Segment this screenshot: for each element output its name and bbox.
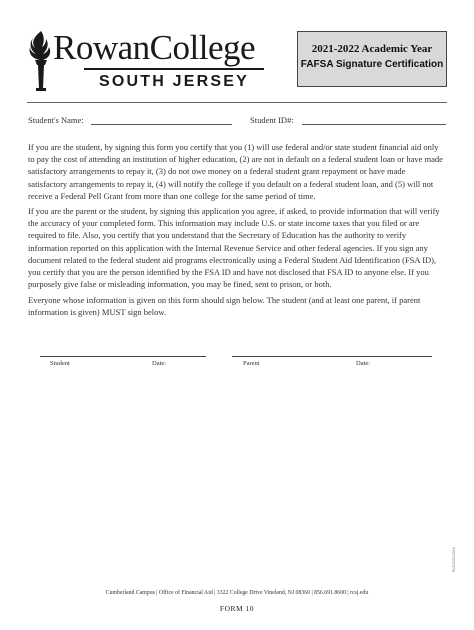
header-divider	[27, 102, 447, 103]
student-name-label: Student's Name:	[28, 115, 84, 125]
academic-year: 2021-2022 Academic Year	[311, 43, 433, 55]
form-code: RCSJ20210518	[452, 547, 456, 572]
logo-subtitle: SOUTH JERSEY	[99, 73, 249, 90]
logo-name: RowanCollege	[53, 28, 256, 67]
parent-student-agreement-paragraph: If you are the parent or the student, by signing this application you agree, if asked, to provide information that will verify the accuracy of your completed form. This information may include U.S. or state income taxes that you filed or are required to file. Also, you certify that you understand that the Secretary of Education has the authority to verify information reported on this application with the Internal Revenue Service and other federal agencies. If you sign any document related to the federal student aid programs electronically using a Federal Student Aid Identification (FSA ID), you certify that you are the person identified by the FSA ID and have not disclosed that FSA ID to anyone else. If you purposely give false or misleading information, you may be fined, sent to prison, or both.	[28, 206, 440, 290]
logo-divider	[84, 68, 264, 70]
form-number: FORM 10	[219, 604, 255, 613]
parent-signature-line[interactable]	[232, 356, 432, 357]
form-header-box	[297, 31, 447, 87]
form-title: FAFSA Signature Certification	[300, 59, 444, 70]
student-id-field[interactable]	[302, 124, 446, 125]
parent-signature-label: Parent	[243, 360, 260, 367]
footer-contact: Cumberland Campus | Office of Financial Aid | 3322 College Drive Vineland, NJ 08360 | 856.691.8600 | rcsj.edu	[105, 590, 369, 596]
student-id-label: Student ID#:	[250, 115, 294, 125]
student-name-field[interactable]	[91, 124, 232, 125]
torch-icon	[28, 29, 54, 93]
student-certification-paragraph: If you are the student, by signing this form you certify that you (1) will use federal and/or state student financial aid only to pay the cost of attending an institution of higher education, (2) are not in default on a federal student loan or have made satisfactory arrangements to repay it, (3) do not owe money on a federal student grant repayment or have made satisfactory arrangements to repay it, (4) will notify the college if you default on a federal student loan, and (5) will not receive a Federal Pell Grant from more than one college for the same period of time.	[28, 142, 443, 201]
student-date-label: Date:	[152, 360, 167, 367]
parent-date-label: Date:	[356, 360, 371, 367]
college-logo	[28, 27, 268, 97]
signing-instructions-paragraph: Everyone whose information is given on this form should sign below. The student (and at least one parent, if parent information is given) MUST sign below.	[28, 295, 421, 318]
student-signature-line[interactable]	[40, 356, 206, 357]
student-signature-label: Student	[50, 360, 70, 367]
